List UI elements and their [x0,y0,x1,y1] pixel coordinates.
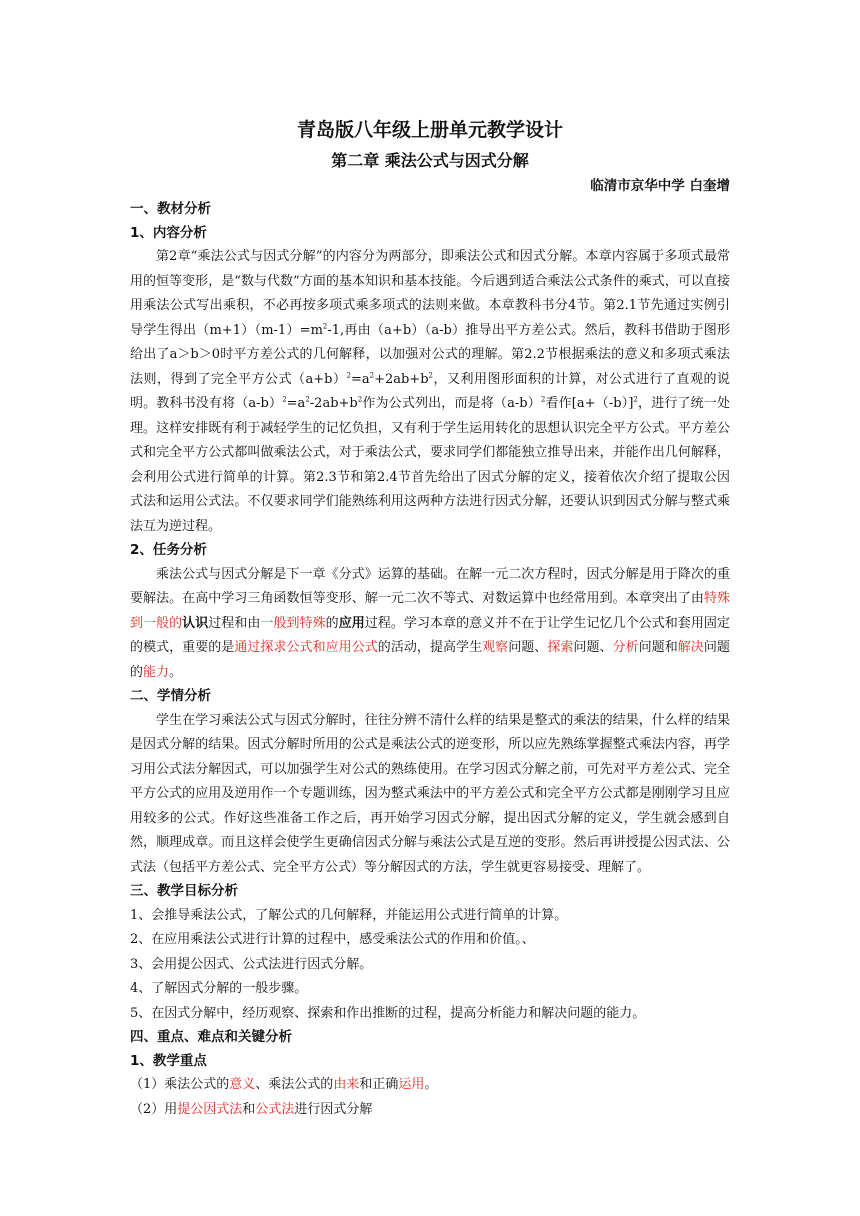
section-heading-key-points: 四、重点、难点和关键分析 [130,1029,292,1045]
section-heading-teaching-goals: 三、教学目标分析 [130,883,238,899]
section-heading-textbook-analysis: 一、教材分析 [130,201,211,217]
subheading-content-analysis: 1、内容分析 [130,224,207,241]
paragraph-learner-analysis: 学生在学习乘法公式与因式分解时，往往分辨不清什么样的结果是整式的乘法的结果，什么样的结果是因式分解的结果。因式分解时所用的公式是乘法公式的逆变形，所以应先熟练掌握整式乘法内容，再学习用公式法分解因式，可以加强学生对公式的熟练使用。在学习因式分解之前，可先对平方差公式、完全平方公式的应用及逆用作一个专题训练，因为整式乘法中的平方差公式和完全平方公式都是刚刚学习且应用较多的公式。作好这些准备工作之后，再开始学习因式分解，提出因式分解的定义，学生就会感到自然，顺理成章。而且这样会使学生更确信因式分解与乘法公式是互逆的变形。然后再讲授提公因式法、公式法（包括平方差公式、完全平方公式）等分解因式的方法，学生就更容易接受、理解了。 [130,712,730,875]
list-item-goal-3: 3、会用提公因式、公式法进行因式分解。 [130,956,373,972]
document-body [130,116,730,1122]
section-heading-learner-analysis: 二、学情分析 [130,688,211,704]
paragraph-task-analysis: 乘法公式与因式分解是下一章《分式》运算的基础。在解一元二次方程时，因式分解是用于降次的重要解法。在高中学习三角函数恒等变形、解一元二次不等式、对数运算中也经常用到。本章突出了由特殊到一般的认识过程和由一般到特殊的应用过程。学习本章的意义并不在于让学生记忆几个公式和套用固定的模式，重要的是通过探求公式和应用公式的活动，提高学生观察问题、探索问题、分析问题和解决问题的能力。 [130,566,730,680]
list-item-goal-5: 5、在因式分解中，经历观察、探索和作出推断的过程，提高分析能力和解决问题的能力。 [130,1005,646,1021]
paragraph-content-analysis: 第2章“乘法公式与因式分解”的内容分为两部分，即乘法公式和因式分解。本章内容属于多项式最常用的恒等变形，是“数与代数”方面的基本知识和基本技能。今后遇到适合乘法公式条件的乘式，可以直接用乘法公式写出乘积，不必再按多项式乘多项式的法则来做。本章教科书分4节。第2.1节先通过实例引导学生得出$(m+1)(m-1)=m^2-1$,再由（a+b）（a-b）推导出平方差公式。然后，教科书借助于图形给出了a＞b＞0时平方差公式的几何解释，以加强对公式的理解。第2.2节根据乘法的意义和多项式乘法法则，得到了完全平方公式$(a+b)^2=a^2+2ab+b^2$，又利用图形面积的计算，对公式进行了直观的说明。教科书没有将$(a-b)^2=a^2-2ab+b^2$作为公式列出，而是将$(a-b)^2$看作$[a+(-b)]^2$，进行了统一处理。这样安排既有利于减轻学生的记忆负担，又有利于学生运用转化的思想认识完全平方公式。平方差公式和完全平方公式都叫做乘法公式，对于乘法公式，要求同学们都能独立推导出来，并能作出几何解释，会利用公式进行简单的计算。第2.3节和第2.4节首先给出了因式分解的定义，接着依次介绍了提取公因式法和运用公式法。不仅要求同学们能熟练利用这两种方法进行因式分解，还要认识到因式分解与整式乘法互为逆过程。 [130,249,731,534]
list-item-goal-4: 4、了解因式分解的一般步骤。 [130,981,308,996]
chapter-title: 第二章 乘法公式与因式分解 [331,151,529,170]
list-item-goal-1: 1、会推导乘法公式，了解公式的几何解释，并能运用公式进行简单的计算。 [130,907,568,923]
author-line: 临清市京华中学 白奎增 [590,178,730,194]
subheading-teaching-focus: 1、教学重点 [130,1052,207,1069]
list-item-focus-2: （2）用提公因式法和公式法进行因式分解 [130,1101,373,1117]
document-title: 青岛版八年级上册单元教学设计 [296,119,563,141]
list-item-goal-2: 2、在应用乘法公式进行计算的过程中，感受乘法公式的作用和价值。、 [130,932,535,947]
subheading-task-analysis: 2、任务分析 [130,542,207,558]
list-item-focus-1: （1）乘法公式的意义、乘法公式的由来和正确运用。 [130,1077,438,1092]
